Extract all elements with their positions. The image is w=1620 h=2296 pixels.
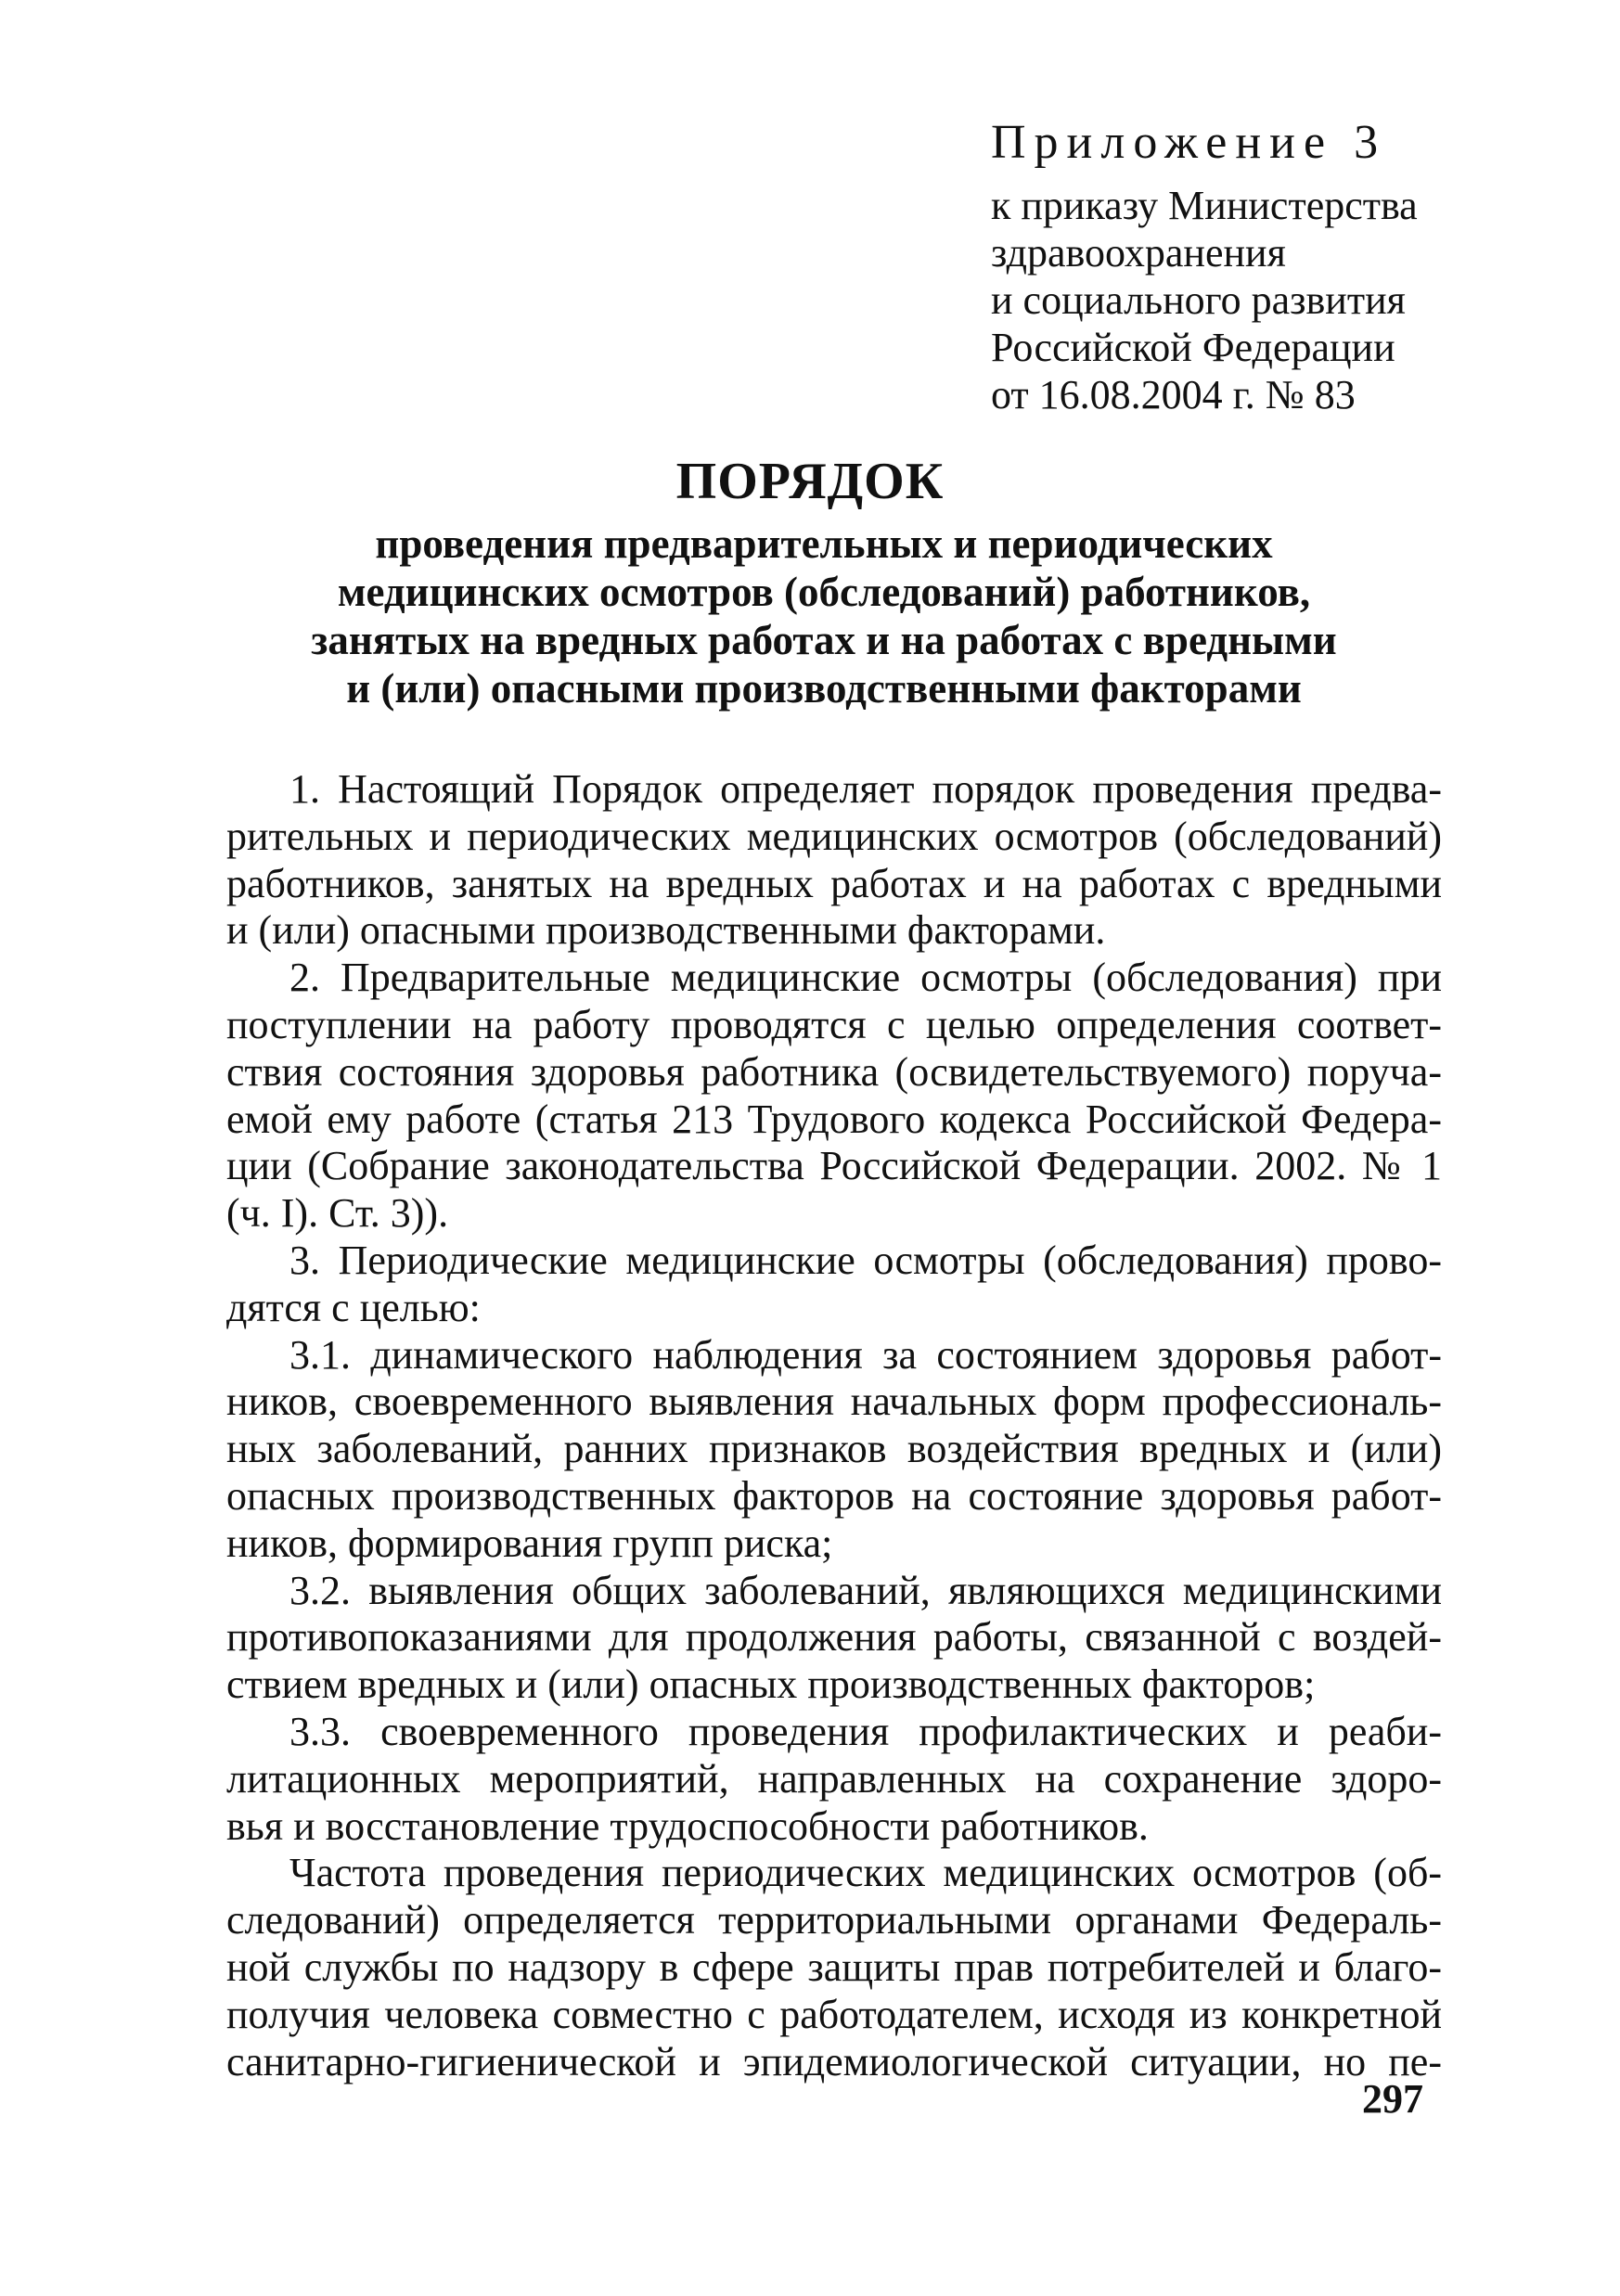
appendix-line: Российской Федерации: [991, 325, 1395, 370]
text-line: 3. Периодические медицинские осмотры (обследования) прово-: [289, 1237, 1442, 1283]
text-line: ных заболеваний, ранних признаков воздействия вредных и (или): [226, 1426, 1442, 1472]
text-line: ников, своевременного выявления начальных форм профессиональ-: [226, 1379, 1442, 1425]
text-line: ствия состояния здоровья работника (освидетельствуемого) поруча-: [226, 1048, 1442, 1095]
text-line: ников, формирования групп риска;: [226, 1520, 833, 1566]
text-line: и (или) опасными производственными факторами.: [226, 907, 1106, 954]
document-title: ПОРЯДОК: [675, 453, 945, 510]
text-line: литационных мероприятий, направленных на сохранение здоро-: [226, 1755, 1442, 1802]
text-line: рительных и периодических медицинских осмотров (обследований): [226, 813, 1442, 859]
appendix-block: [991, 109, 1511, 418]
subtitle-line: проведения предварительных и периодических: [375, 520, 1273, 567]
text-line: дятся с целью:: [226, 1284, 481, 1330]
text-line: противопоказаниями для продолжения работы, связанной с воздей-: [226, 1614, 1442, 1661]
appendix-line: от 16.08.2004 г. № 83: [991, 372, 1356, 417]
appendix-line: здравоохранения: [991, 230, 1286, 276]
document-subtitle: [223, 519, 1425, 712]
subtitle-line: и (или) опасными производственными факторами: [346, 665, 1302, 712]
text-line: емой ему работе (статья 213 Трудового кодекса Российской Федера-: [226, 1096, 1442, 1142]
page-number: 297: [1362, 2076, 1423, 2122]
text-line: поступлении на работу проводятся с целью определения соответ-: [226, 1001, 1442, 1047]
text-line: ции (Собрание законодательства Российской Федерации. 2002. № 1: [226, 1143, 1442, 1189]
text-line: Частота проведения периодических медицинских осмотров (об-: [289, 1850, 1442, 1896]
subtitle-line: медицинских осмотров (обследований) работников,: [337, 569, 1311, 615]
text-line: работников, занятых на вредных работах и на работах с вредными: [226, 860, 1442, 906]
appendix-line: к приказу Министерства: [991, 183, 1418, 228]
appendix-line: и социального развития: [991, 277, 1406, 323]
appendix-title: Приложение 3: [991, 116, 1387, 169]
text-line: 3.1. динамического наблюдения за состоянием здоровья работ-: [289, 1331, 1442, 1378]
text-line: опасных производственных факторов на состояние здоровья работ-: [226, 1472, 1442, 1519]
subtitle-line: занятых на вредных работах и на работах с вредными: [311, 617, 1337, 663]
text-line: санитарно-гигиенической и эпидемиологической ситуации, но пе-: [226, 2038, 1442, 2084]
text-line: вья и восстановление трудоспособности работников.: [226, 1802, 1149, 1849]
text-line: 3.3. своевременного проведения профилактических и реаби-: [289, 1708, 1442, 1754]
text-line: 1. Настоящий Порядок определяет порядок проведения предва-: [289, 766, 1442, 812]
document-body: [226, 766, 1442, 2085]
text-line: следований) определяется территориальными органами Федераль-: [226, 1897, 1442, 1943]
text-line: ной службы по надзору в сфере защиты прав потребителей и благо-: [226, 1943, 1442, 1990]
text-line: ствием вредных и (или) опасных производственных факторов;: [226, 1661, 1316, 1708]
text-line: 2. Предварительные медицинские осмотры (обследования) при: [289, 955, 1442, 1001]
text-line: 3.2. выявления общих заболеваний, являющихся медицинскими: [289, 1567, 1442, 1613]
text-line: получия человека совместно с работодателем, исходя из конкретной: [226, 1991, 1442, 2037]
text-line: (ч. I). Ст. 3)).: [226, 1190, 449, 1237]
